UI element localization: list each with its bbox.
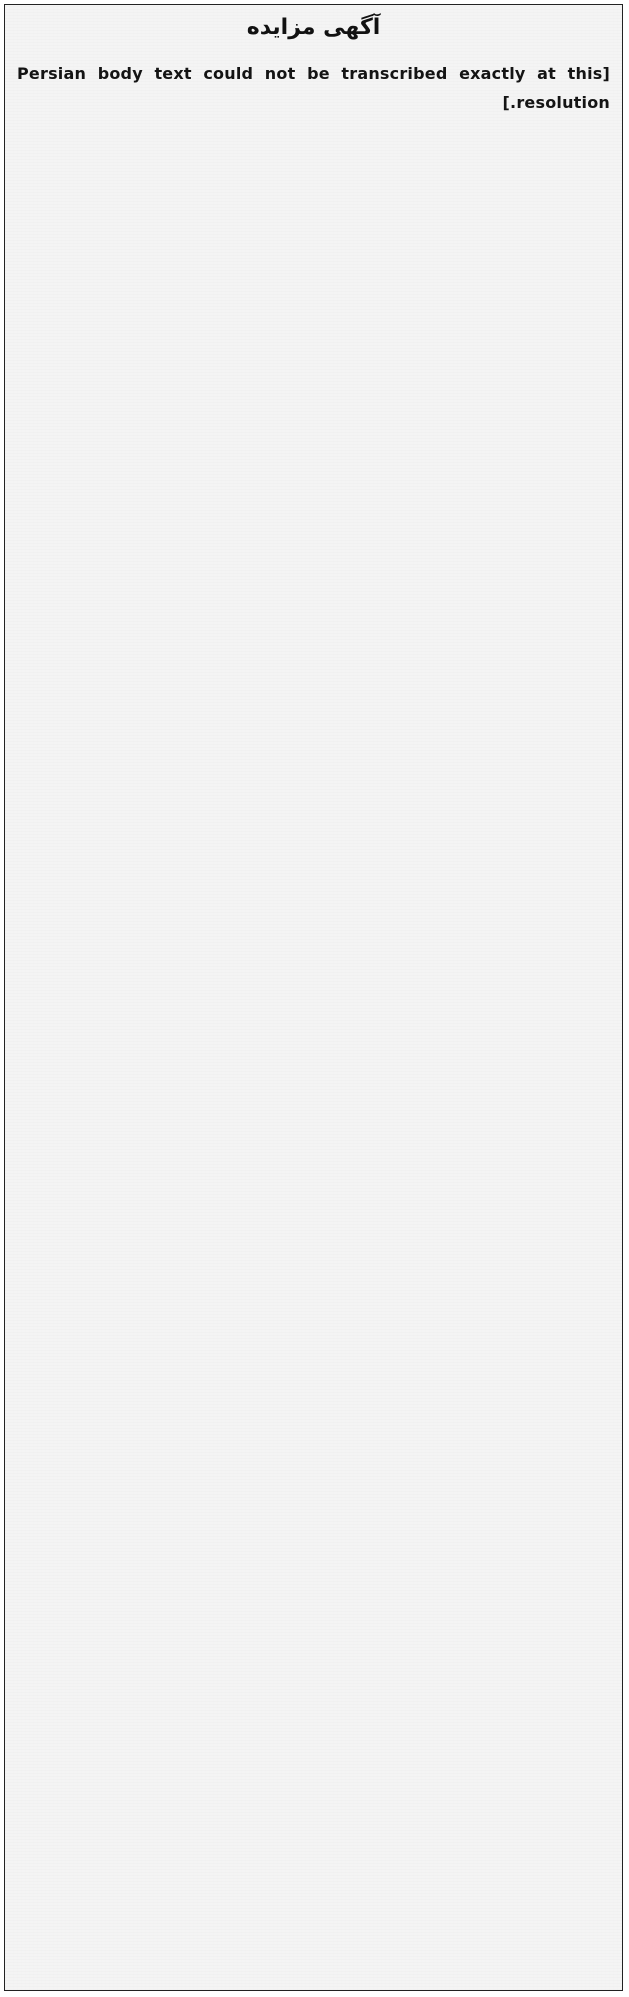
notice-body [17,59,610,1972]
notice-title: آگهی مزایده [246,15,381,40]
auction-notice [4,4,623,1991]
notice-paragraph: [Persian body text could not be transcribed exactly at this resolution.] [17,64,610,112]
